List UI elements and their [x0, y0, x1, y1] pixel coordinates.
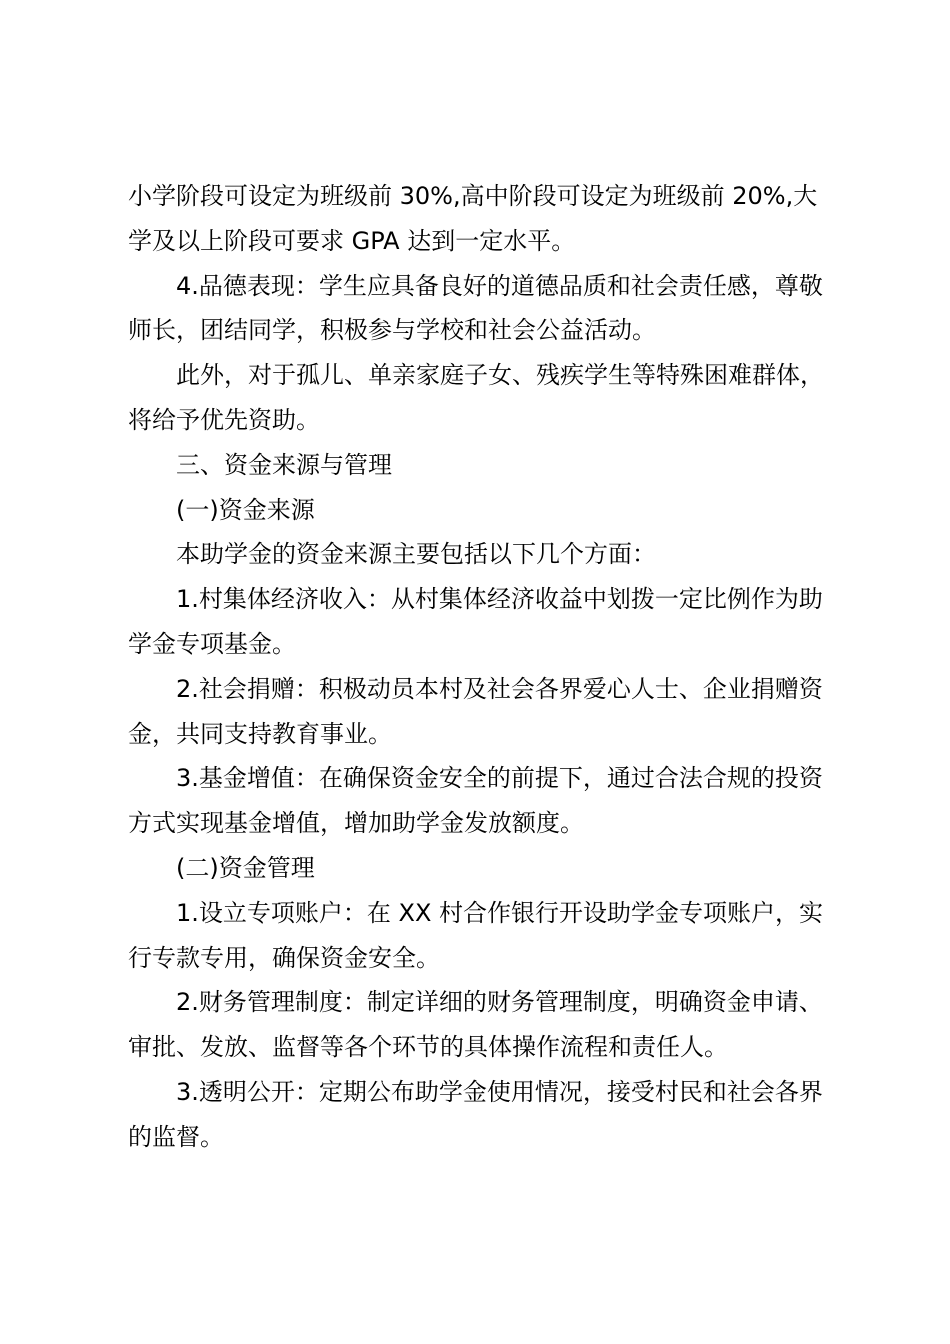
paragraph-moral-performance: 4.品德表现：学生应具备良好的道德品质和社会责任感，尊敬师长，团结同学，积极参与学校和社会公益活动。: [128, 271, 823, 345]
paragraph-priority-groups: 此外，对于孤儿、单亲家庭子女、残疾学生等特殊困难群体，将给予优先资助。: [128, 361, 824, 434]
paragraph-source-fund-growth: 3.基金增值：在确保资金安全的前提下，通过合法合规的投资方式实现基金增值，增加助学金发放额度。: [128, 764, 823, 838]
paragraph-financial-system: 2.财务管理制度：制定详细的财务管理制度，明确资金申请、审批、发放、监督等各个环节的具体操作流程和责任人。: [128, 988, 823, 1062]
subsection-heading-management: (二)资金管理: [176, 853, 315, 882]
paragraph-sources-intro: 本助学金的资金来源主要包括以下几个方面：: [176, 540, 656, 569]
section-heading-funding: 三、资金来源与管理: [176, 450, 392, 479]
paragraph-source-donations: 2.社会捐赠：积极动员本村及社会各界爱心人士、企业捐赠资金，共同支持教育事业。: [128, 674, 823, 748]
paragraph-source-village-income: 1.村集体经济收入：从村集体经济收益中划拨一定比例作为助学金专项基金。: [128, 585, 823, 658]
subsection-heading-sources: (一)资金来源: [176, 495, 315, 524]
document-body: [128, 174, 828, 1160]
paragraph-transparency: 3.透明公开：定期公布助学金使用情况，接受村民和社会各界的监督。: [128, 1077, 823, 1151]
paragraph-special-account: 1.设立专项账户：在 XX 村合作银行开设助学金专项账户，实行专款专用，确保资金安全。: [128, 898, 824, 972]
paragraph-ranking-criteria: 小学阶段可设定为班级前 30%,高中阶段可设定为班级前 20%,大学及以上阶段可要求 GPA 达到一定水平。: [128, 182, 818, 255]
